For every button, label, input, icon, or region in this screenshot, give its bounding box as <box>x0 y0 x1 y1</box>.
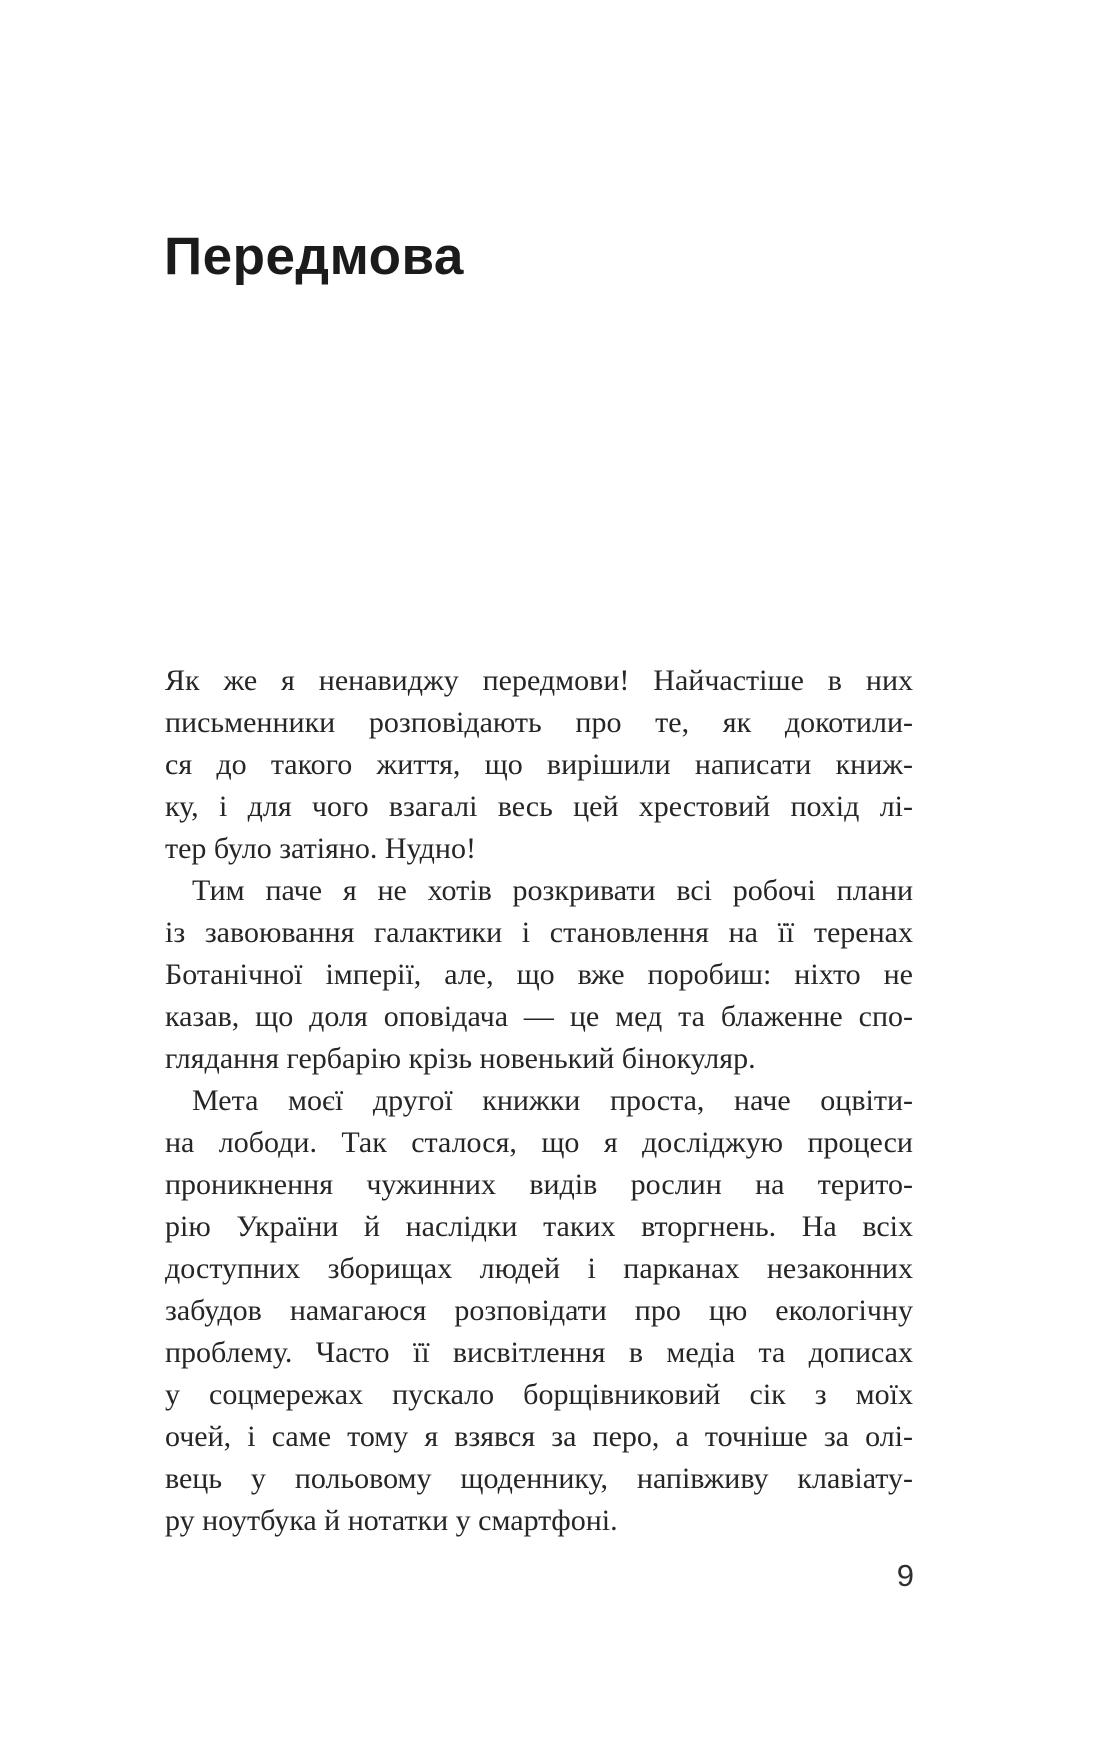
text-line: на лободи. Так сталося, що я досліджую процеси <box>165 1126 913 1159</box>
text-line: у соцмережах пускало борщівниковий сік з моїх <box>165 1378 913 1411</box>
text-line: ру ноутбука й нотатки у смартфоні. <box>165 1504 618 1537</box>
text-line: казав, що доля оповідача — це мед та блаженне спо- <box>165 1000 913 1033</box>
paragraph-1 <box>165 660 913 870</box>
text-line: рію України й наслідки таких вторгнень. На всіх <box>165 1210 913 1243</box>
chapter-title: Передмова <box>164 227 464 286</box>
text-line: Ботанічної імперії, але, що вже поробиш: ніхто не <box>165 958 913 991</box>
body-text <box>165 660 913 1542</box>
text-line: ся до такого життя, що вирішили написати книж- <box>165 748 913 781</box>
text-line: тер було затіяно. Нудно! <box>165 832 476 865</box>
text-line: Мета моєї другої книжки проста, наче оцвіти- <box>192 1084 913 1117</box>
text-line: письменники розповідають про те, як докотили- <box>165 706 913 739</box>
paragraph-2 <box>165 870 913 1080</box>
text-line: ку, і для чого взагалі весь цей хрестовий похід лі- <box>165 790 913 823</box>
text-line: Як же я ненавиджу передмови! Найчастіше в них <box>165 664 913 697</box>
text-line: доступних зборищах людей і парканах незаконних <box>165 1252 913 1285</box>
page-number: 9 <box>896 1558 914 1593</box>
text-line: із завоювання галактики і становлення на її теренах <box>165 916 913 949</box>
text-line: глядання гербарію крізь новенький бінокуляр. <box>165 1042 756 1075</box>
text-line: вець у польовому щоденнику, напівживу клавіату- <box>165 1462 913 1495</box>
text-line: забудов намагаюся розповідати про цю екологічну <box>165 1294 913 1327</box>
paragraph-3 <box>165 1080 913 1542</box>
text-line: Тим паче я не хотів розкривати всі робочі плани <box>192 874 913 907</box>
text-line: проблему. Часто її висвітлення в медіа та дописах <box>165 1336 913 1369</box>
text-line: проникнення чужинних видів рослин на терито- <box>165 1168 913 1201</box>
text-line: очей, і саме тому я взявся за перо, а точніше за олі- <box>165 1420 913 1453</box>
